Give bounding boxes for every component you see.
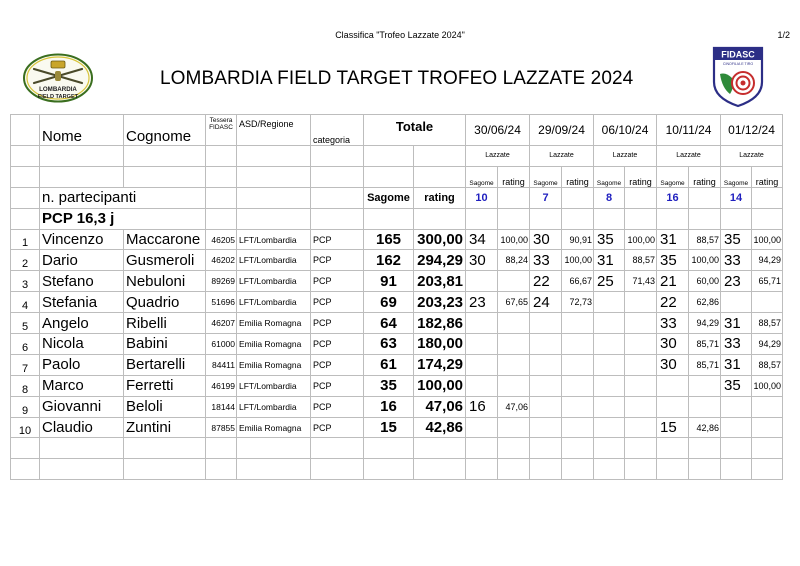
event-1-sagome-cell [466,334,498,355]
event-4-sagome-cell: 33 [657,313,689,334]
event-4-rating-cell: 100,00 [689,250,721,271]
event-3-rating-cell [625,396,657,417]
first-name-cell: Stefano [40,271,124,292]
event-1-sagome-cell [466,354,498,375]
event-2-rating-cell: 90,91 [562,229,594,250]
category-cell: PCP [311,229,364,250]
first-name-cell: Claudio [40,417,124,438]
last-name-cell: Ferretti [124,375,206,396]
event-4-rating-cell: 94,29 [689,313,721,334]
event-2-rating-cell [562,396,594,417]
total-sagome-cell: 63 [364,334,414,355]
event-4-rating-cell: 85,71 [689,334,721,355]
tessera-header: Tessera FIDASC [206,115,237,146]
subheader-row [11,166,783,187]
fidasc-logo [712,46,764,108]
svg-text:FIELD TARGET: FIELD TARGET [37,94,79,100]
event-1-sagome-label: Sagome [466,166,498,187]
event-4-rating-cell: 62,86 [689,292,721,313]
position-cell: 7 [11,354,40,375]
event-3-rating-cell [625,354,657,375]
event-3-place: Lazzate [594,146,657,167]
event-4-rating-cell [689,396,721,417]
total-rating-cell: 300,00 [414,229,466,250]
event-3-sagome-cell [594,375,625,396]
tessera-cell: 87855 [206,417,237,438]
event-4-sagome-cell: 30 [657,354,689,375]
table-row [11,354,783,375]
asd-cell: LFT/Lombardia [237,396,311,417]
position-cell: 2 [11,250,40,271]
event-5-sagome-label: Sagome [721,166,752,187]
event-1-date: 30/06/24 [466,115,530,146]
event-3-sagome-cell [594,417,625,438]
tessera-cell: 84411 [206,354,237,375]
sagome-header: Sagome [364,187,414,208]
total-sagome-cell: 162 [364,250,414,271]
event-5-rating-cell: 100,00 [752,229,783,250]
category-cell: PCP [311,250,364,271]
event-5-sagome-cell: 35 [721,375,752,396]
event-2-sagome-cell [530,334,562,355]
last-name-cell: Babini [124,334,206,355]
event-1-sagome-cell: 34 [466,229,498,250]
table-row [11,417,783,438]
event-4-sagome-label: Sagome [657,166,689,187]
event-2-sagome-cell: 30 [530,229,562,250]
event-1-rating-cell [498,271,530,292]
first-name-cell: Dario [40,250,124,271]
table-row [11,313,783,334]
last-name-cell: Nebuloni [124,271,206,292]
event-5-sagome-cell: 31 [721,313,752,334]
category-cell: PCP [311,292,364,313]
event-1-sagome-cell: 16 [466,396,498,417]
event-4-sagome-cell: 31 [657,229,689,250]
position-cell: 9 [11,396,40,417]
event-3-rating-cell [625,375,657,396]
category-row [11,208,783,229]
event-1-rating-cell: 67,65 [498,292,530,313]
event-5-sagome-cell: 35 [721,229,752,250]
table-row [11,334,783,355]
event-1-sagome-cell [466,271,498,292]
event-4-rating-cell: 60,00 [689,271,721,292]
event-1-place: Lazzate [466,146,530,167]
totale-header: Totale [364,115,466,146]
event-5-sagome-cell [721,396,752,417]
event-2-sagome-cell: 24 [530,292,562,313]
category-cell: PCP [311,417,364,438]
event-4-sagome-cell: 21 [657,271,689,292]
event-3-sagome-cell [594,313,625,334]
total-rating-cell: 203,81 [414,271,466,292]
event-5-rating-cell [752,292,783,313]
event-3-rating-cell [625,292,657,313]
tessera-cell: 46202 [206,250,237,271]
event-1-rating-cell: 88,24 [498,250,530,271]
document-header: Classifica "Trofeo Lazzate 2024" [335,30,465,40]
total-rating-cell: 174,29 [414,354,466,375]
event-1-rating-cell: 47,06 [498,396,530,417]
event-2-place: Lazzate [530,146,594,167]
event-1-sagome-cell [466,313,498,334]
event-3-rating-label: rating [625,166,657,187]
event-4-rating-cell: 42,86 [689,417,721,438]
first-name-cell: Marco [40,375,124,396]
cognome-header: Cognome [124,115,206,146]
event-3-sagome-cell: 31 [594,250,625,271]
event-4-date: 10/11/24 [657,115,721,146]
event-2-rating-cell [562,334,594,355]
event-3-sagome-cell: 25 [594,271,625,292]
first-name-cell: Angelo [40,313,124,334]
event-5-sagome-cell [721,292,752,313]
event-1-rating-cell [498,313,530,334]
event-2-sagome-cell: 33 [530,250,562,271]
event-1-rating-label: rating [498,166,530,187]
last-name-cell: Zuntini [124,417,206,438]
asd-cell: LFT/Lombardia [237,292,311,313]
event-2-rating-cell [562,354,594,375]
asd-header: ASD/Regione [237,115,311,146]
tessera-cell: 46205 [206,229,237,250]
event-5-rating-cell: 88,57 [752,313,783,334]
event-2-rating-cell [562,313,594,334]
event-5-rating-cell [752,417,783,438]
asd-cell: Emilia Romagna [237,334,311,355]
tessera-cell: 46199 [206,375,237,396]
event-4-place: Lazzate [657,146,721,167]
tessera-cell: 51696 [206,292,237,313]
event-2-rating-label: rating [562,166,594,187]
total-sagome-cell: 64 [364,313,414,334]
event-4-sagome-cell [657,396,689,417]
event-5-rating-cell: 94,29 [752,250,783,271]
last-name-cell: Maccarone [124,229,206,250]
event-5-sagome-cell: 23 [721,271,752,292]
total-sagome-cell: 35 [364,375,414,396]
event-4-rating-cell: 85,71 [689,354,721,375]
event-2-sagome-label: Sagome [530,166,562,187]
total-rating-cell: 182,86 [414,313,466,334]
total-rating-cell: 180,00 [414,334,466,355]
categoria-header: categoria [311,115,364,146]
table-row [11,375,783,396]
total-sagome-cell: 16 [364,396,414,417]
last-name-cell: Quadrio [124,292,206,313]
event-2-rating-cell: 72,73 [562,292,594,313]
table-row [11,292,783,313]
event-1-sagome-cell: 30 [466,250,498,271]
event-3-participants: 8 [594,187,625,208]
nome-header: Nome [40,115,124,146]
position-cell: 5 [11,313,40,334]
event-3-rating-cell: 100,00 [625,229,657,250]
ranking-table [10,114,783,480]
event-4-participants: 16 [657,187,689,208]
event-3-sagome-label: Sagome [594,166,625,187]
event-3-sagome-cell [594,292,625,313]
rating-header: rating [414,187,466,208]
svg-text:LOMBARDIA: LOMBARDIA [39,86,77,93]
event-3-sagome-cell: 35 [594,229,625,250]
tessera-cell: 18144 [206,396,237,417]
event-2-sagome-cell [530,354,562,375]
event-5-participants: 14 [721,187,752,208]
event-3-date: 06/10/24 [594,115,657,146]
event-4-rating-cell [689,375,721,396]
event-5-rating-cell: 94,29 [752,334,783,355]
event-3-rating-cell [625,313,657,334]
table-row [11,271,783,292]
last-name-cell: Bertarelli [124,354,206,375]
asd-cell: LFT/Lombardia [237,271,311,292]
event-2-sagome-cell: 22 [530,271,562,292]
svg-text:CINOFILIA E TIRO: CINOFILIA E TIRO [722,62,754,66]
total-rating-cell: 203,23 [414,292,466,313]
last-name-cell: Ribelli [124,313,206,334]
total-sagome-cell: 165 [364,229,414,250]
event-2-rating-cell: 100,00 [562,250,594,271]
event-2-sagome-cell [530,396,562,417]
first-name-cell: Paolo [40,354,124,375]
event-5-rating-label: rating [752,166,783,187]
event-4-sagome-cell [657,375,689,396]
position-cell: 10 [11,417,40,438]
empty-row [11,459,783,480]
category-cell: PCP [311,396,364,417]
lombardia-field-target-logo [22,53,94,103]
table-row [11,396,783,417]
event-5-sagome-cell: 33 [721,334,752,355]
event-2-sagome-cell [530,375,562,396]
event-3-rating-cell: 71,43 [625,271,657,292]
event-5-sagome-cell: 31 [721,354,752,375]
place-row [11,146,783,167]
category-cell: PCP [311,334,364,355]
tessera-cell: 89269 [206,271,237,292]
event-5-rating-cell [752,396,783,417]
tessera-cell: 46207 [206,313,237,334]
last-name-cell: Beloli [124,396,206,417]
asd-cell: Emilia Romagna [237,354,311,375]
position-cell: 6 [11,334,40,355]
asd-cell: Emilia Romagna [237,417,311,438]
event-1-sagome-cell [466,375,498,396]
event-4-sagome-cell: 22 [657,292,689,313]
asd-cell: Emilia Romagna [237,313,311,334]
event-5-sagome-cell: 33 [721,250,752,271]
event-1-rating-cell [498,354,530,375]
event-1-rating-cell: 100,00 [498,229,530,250]
event-2-rating-cell [562,417,594,438]
position-cell: 1 [11,229,40,250]
event-2-sagome-cell [530,417,562,438]
event-2-sagome-cell [530,313,562,334]
empty-row [11,438,783,459]
event-3-rating-cell [625,417,657,438]
event-2-participants: 7 [530,187,562,208]
total-sagome-cell: 69 [364,292,414,313]
table-row [11,250,783,271]
position-cell: 8 [11,375,40,396]
page-number: 1/2 [777,30,790,40]
event-5-rating-cell: 100,00 [752,375,783,396]
event-1-sagome-cell: 23 [466,292,498,313]
total-sagome-cell: 15 [364,417,414,438]
event-1-rating-cell [498,375,530,396]
participants-row [11,187,783,208]
last-name-cell: Gusmeroli [124,250,206,271]
page-title: LOMBARDIA FIELD TARGET TROFEO LAZZATE 2024 [160,68,634,89]
first-name-cell: Stefania [40,292,124,313]
category-cell: PCP [311,313,364,334]
asd-cell: LFT/Lombardia [237,375,311,396]
event-2-date: 29/09/24 [530,115,594,146]
total-sagome-cell: 61 [364,354,414,375]
event-5-date: 01/12/24 [721,115,783,146]
asd-cell: LFT/Lombardia [237,250,311,271]
total-rating-cell: 100,00 [414,375,466,396]
first-name-cell: Giovanni [40,396,124,417]
first-name-cell: Nicola [40,334,124,355]
category-cell: PCP [311,375,364,396]
event-3-rating-cell [625,334,657,355]
event-1-rating-cell [498,417,530,438]
event-3-sagome-cell [594,334,625,355]
event-3-rating-cell: 88,57 [625,250,657,271]
total-rating-cell: 47,06 [414,396,466,417]
total-rating-cell: 42,86 [414,417,466,438]
event-1-participants: 10 [466,187,498,208]
event-3-sagome-cell [594,354,625,375]
category-label: PCP 16,3 j [40,208,206,229]
event-4-sagome-cell: 30 [657,334,689,355]
event-4-sagome-cell: 15 [657,417,689,438]
table-row [11,229,783,250]
category-cell: PCP [311,271,364,292]
event-4-sagome-cell: 35 [657,250,689,271]
event-5-rating-cell: 88,57 [752,354,783,375]
tessera-cell: 61000 [206,334,237,355]
position-cell: 4 [11,292,40,313]
first-name-cell: Vincenzo [40,229,124,250]
event-5-place: Lazzate [721,146,783,167]
svg-text:FIDASC: FIDASC [721,49,755,60]
event-4-rating-cell: 88,57 [689,229,721,250]
event-4-rating-label: rating [689,166,721,187]
event-1-sagome-cell [466,417,498,438]
participants-label: n. partecipanti [40,187,206,208]
total-sagome-cell: 91 [364,271,414,292]
event-5-sagome-cell [721,417,752,438]
header-row [11,115,783,146]
event-3-sagome-cell [594,396,625,417]
event-2-rating-cell [562,375,594,396]
total-rating-cell: 294,29 [414,250,466,271]
category-cell: PCP [311,354,364,375]
event-5-rating-cell: 65,71 [752,271,783,292]
event-1-rating-cell [498,334,530,355]
event-2-rating-cell: 66,67 [562,271,594,292]
asd-cell: LFT/Lombardia [237,229,311,250]
position-cell: 3 [11,271,40,292]
